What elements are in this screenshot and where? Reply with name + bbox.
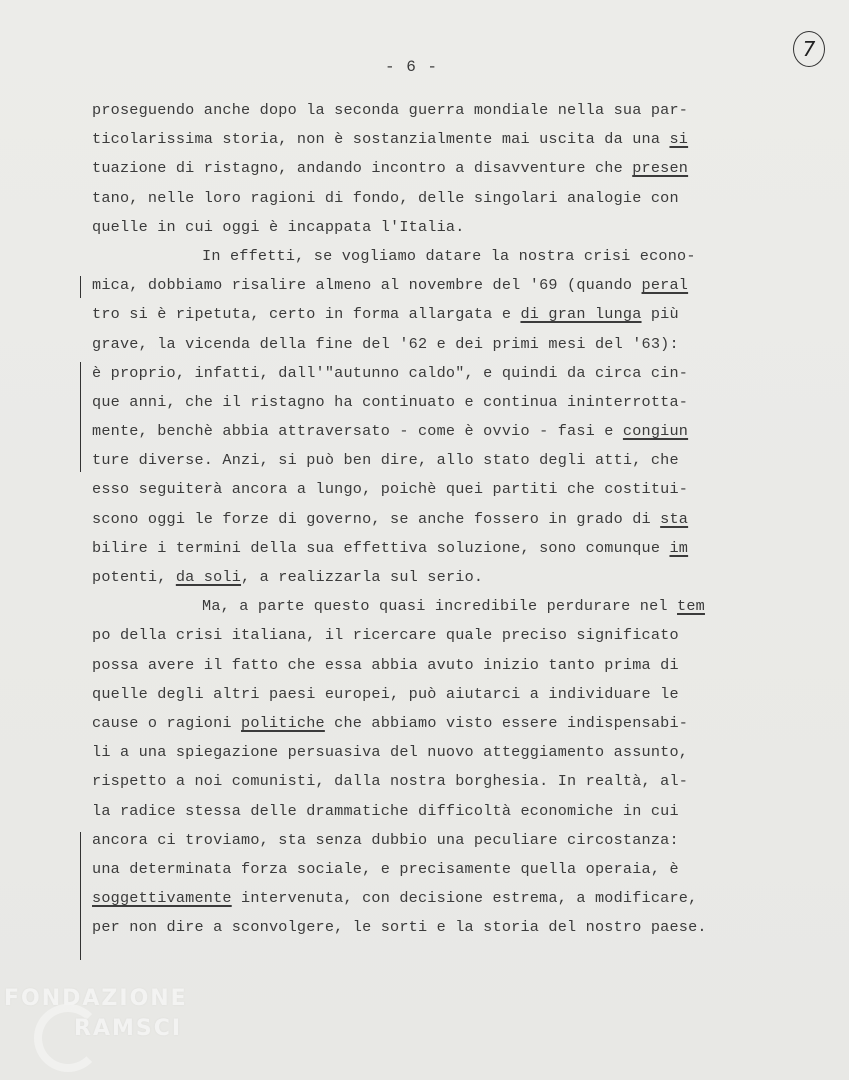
text-line: potenti, da soli, a realizzarla sul serio. <box>92 568 484 586</box>
underlined-phrase: congiun <box>622 422 689 441</box>
text-line: tano, nelle loro ragioni di fondo, delle singolari analogie con <box>92 188 679 207</box>
text-line: quelle degli altri paesi europei, può aiutarci a individuare le <box>92 684 679 703</box>
underlined-phrase: soggettivamente <box>92 889 232 908</box>
underlined-phrase: di gran lunga <box>520 305 642 324</box>
text-line: bilire i termini della sua effettiva soluzione, sono comunque im <box>92 538 689 557</box>
underlined-phrase: sta <box>660 509 689 528</box>
underlined-phrase: tem <box>677 597 705 616</box>
underlined-phrase: peral <box>641 276 689 295</box>
text-line: In effetti, se vogliamo datare la nostra crisi econo- <box>202 246 696 265</box>
text-line: è proprio, infatti, dall'"autunno caldo", e quindi da circa cin- <box>92 363 689 382</box>
text-line: esso seguiterà ancora a lungo, poichè quei partiti che costitui- <box>92 480 689 499</box>
text-line: po della crisi italiana, il ricercare quale preciso significato <box>92 626 679 645</box>
text-line: Ma, a parte questo quasi incredibile perdurare nel tem <box>202 597 705 616</box>
folio-number: 7 <box>793 31 825 67</box>
watermark-line-2: RAMSCI <box>74 1016 183 1041</box>
text-line: possa avere il fatto che essa abbia avuto inizio tanto prima di <box>92 655 679 674</box>
text-line: rispetto a noi comunisti, dalla nostra borghesia. In realtà, al- <box>92 772 689 791</box>
text-line: soggettivamente intervenuta, con decisione estrema, a modificare, <box>92 889 698 908</box>
text-line: scono oggi le forze di governo, se anche fossero in grado di sta <box>92 509 689 528</box>
underlined-phrase: si <box>669 130 689 149</box>
margin-bracket-2 <box>80 362 81 472</box>
text-line: quelle in cui oggi è incappata l'Italia. <box>92 217 465 236</box>
underlined-phrase: da soli <box>175 568 242 586</box>
text-line: ancora ci troviamo, sta senza dubbio una peculiare circostanza: <box>92 830 679 849</box>
text-line: mente, benchè abbia attraversato - come è ovvio - fasi e congiun <box>92 422 689 441</box>
text-line: tuazione di ristagno, andando incontro a disavventure che presen <box>92 159 689 178</box>
page-number: - 6 - <box>385 58 439 76</box>
watermark-line-1: FONDAZIONE <box>4 986 188 1011</box>
text-line: la radice stessa delle drammatiche difficoltà economiche in cui <box>92 801 679 820</box>
text-line: grave, la vicenda della fine del '62 e dei primi mesi del '63): <box>92 334 679 353</box>
text-segment: tro si è ripetuta, certo in forma allargata e di gran lunga più <box>92 305 679 324</box>
text-line <box>92 125 762 154</box>
text-line-underlined <box>92 300 762 329</box>
text-line: ture diverse. Anzi, si può ben dire, allo stato degli atti, che <box>92 451 679 470</box>
margin-bracket-3 <box>80 832 81 960</box>
text-line: li a una spiegazione persuasiva del nuovo atteggiamento assunto, <box>92 743 689 762</box>
margin-bracket-1 <box>80 276 81 298</box>
text-segment: ticolarissima storia, non è sostanzialmente mai uscita da una si <box>92 130 689 149</box>
body-text <box>92 96 762 942</box>
text-line: proseguendo anche dopo la seconda guerra mondiale nella sua par- <box>92 101 689 119</box>
fondazione-gramsci-watermark <box>4 986 234 1066</box>
text-line: que anni, che il ristagno ha continuato e continua ininterrotta- <box>92 392 689 411</box>
text-line: cause o ragioni politiche che abbiamo visto essere indispensabi- <box>92 713 689 732</box>
underlined-phrase: im <box>669 538 689 557</box>
underlined-phrase: politiche <box>241 713 325 732</box>
text-line: per non dire a sconvolgere, le sorti e la storia del nostro paese. <box>92 918 707 937</box>
text-line: una determinata forza sociale, e precisamente quella operaia, è <box>92 859 679 878</box>
underlined-phrase: presen <box>632 159 689 178</box>
text-line: mica, dobbiamo risalire almeno al novembre del '69 (quando peral <box>92 276 689 295</box>
